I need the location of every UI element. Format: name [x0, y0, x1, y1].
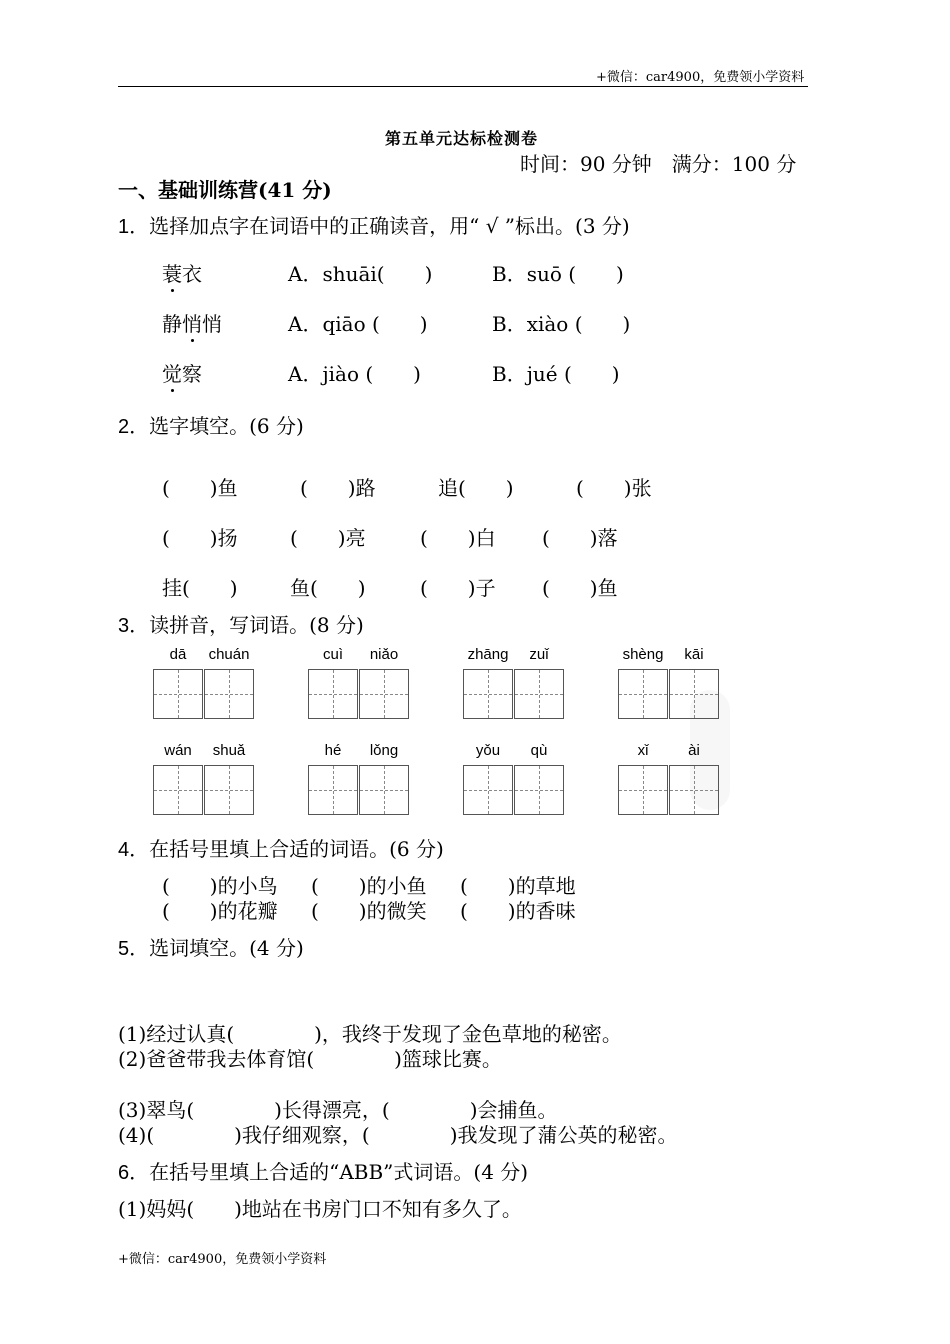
writing-grid-cell[interactable] — [308, 669, 358, 719]
writing-grid-cell[interactable] — [669, 669, 719, 719]
writing-grid-cell[interactable] — [463, 669, 513, 719]
section-heading-1: 一、基础训练营(41 分) — [118, 178, 332, 202]
q1-option-a-1[interactable]: A．shuāi( ) — [288, 262, 433, 286]
question-number: 2． — [118, 416, 150, 438]
q1-option-a-3[interactable]: A．jiào ( ) — [288, 362, 421, 386]
q2-blank[interactable]: 追( ) — [438, 476, 514, 500]
q2-blank[interactable]: ( )亮 — [290, 526, 366, 550]
question-number: 3． — [118, 615, 150, 637]
char: 悄 — [202, 312, 222, 336]
q2-blank[interactable]: ( )白 — [420, 526, 496, 550]
writing-grid-cell[interactable] — [463, 765, 513, 815]
question-5 — [118, 932, 304, 961]
char: 衣 — [182, 262, 202, 286]
writing-grid-cell[interactable] — [308, 765, 358, 815]
pinyin-label: wán — [164, 742, 192, 759]
writing-grid-cell[interactable] — [669, 765, 719, 815]
q6-item[interactable]: (1)妈妈( )地站在书房门口不知有多久了。 — [118, 1197, 522, 1221]
writing-grid-cell[interactable] — [514, 669, 564, 719]
pinyin-label: niǎo — [369, 646, 399, 663]
question-text: 在括号里填上合适的词语。(6 分) — [149, 837, 444, 861]
writing-grid-cell[interactable] — [359, 765, 409, 815]
question-1 — [118, 210, 630, 239]
pinyin-label: ài — [688, 742, 700, 759]
question-text: 读拼音，写词语。(8 分) — [149, 613, 364, 637]
writing-grid-cell[interactable] — [359, 669, 409, 719]
question-text: 在括号里填上合适的“ABB”式词语。(4 分) — [149, 1160, 529, 1184]
question-text: 选择加点字在词语中的正确读音，用“ √ ”标出。(3 分) — [149, 214, 630, 238]
footer-watermark: +微信：car4900，免费领小学资料 — [118, 1252, 327, 1267]
pinyin-label: dā — [169, 646, 187, 663]
question-number: 4． — [118, 839, 150, 861]
pinyin-label: chuán — [208, 646, 250, 663]
pinyin-label: shèng — [622, 646, 664, 663]
q2-blank[interactable]: ( )落 — [542, 526, 618, 550]
q2-blank[interactable]: ( )张 — [576, 476, 652, 500]
dotted-char: 蓑 — [162, 262, 182, 286]
q1-option-a-2[interactable]: A．qiāo ( ) — [288, 312, 428, 336]
q1-word-2 — [162, 308, 222, 337]
writing-grid-cell[interactable] — [153, 669, 203, 719]
char: 静 — [162, 312, 182, 336]
pinyin-label: yǒu — [475, 742, 501, 759]
q4-blank[interactable]: ( )的微笑 — [311, 899, 427, 923]
q4-blank[interactable]: ( )的草地 — [460, 874, 576, 898]
q2-blank[interactable]: ( )路 — [300, 476, 376, 500]
q5-item[interactable]: (3)翠鸟( )长得漂亮，( )会捕鱼。 — [118, 1098, 558, 1122]
question-2 — [118, 410, 304, 439]
pinyin-label: xǐ — [637, 742, 649, 759]
q2-blank[interactable]: ( )子 — [420, 576, 496, 600]
page-title: 第五单元达标检测卷 — [385, 129, 539, 148]
q5-item[interactable]: (1)经过认真( )，我终于发现了金色草地的秘密。 — [118, 1022, 622, 1046]
q2-blank[interactable]: 挂( ) — [162, 576, 238, 600]
question-3 — [118, 609, 364, 638]
time-score-line: 时间：90 分钟 满分：100 分 — [520, 152, 797, 176]
q4-blank[interactable]: ( )的小鱼 — [311, 874, 427, 898]
q1-option-b-1[interactable]: B．suō ( ) — [492, 262, 624, 286]
pinyin-label: qù — [530, 742, 548, 759]
q4-blank[interactable]: ( )的花瓣 — [162, 899, 278, 923]
question-text: 选字填空。(6 分) — [149, 414, 304, 438]
q1-option-b-2[interactable]: B．xiào ( ) — [492, 312, 631, 336]
dotted-char: 悄 — [182, 312, 202, 336]
writing-grid-cell[interactable] — [153, 765, 203, 815]
writing-grid-cell[interactable] — [204, 765, 254, 815]
question-number: 6． — [118, 1162, 150, 1184]
pinyin-label: kāi — [684, 646, 704, 663]
pinyin-label: lǒng — [369, 742, 399, 759]
pinyin-label: zhāng — [467, 646, 509, 663]
q1-word-1 — [162, 258, 202, 287]
writing-grid-cell[interactable] — [618, 765, 668, 815]
question-text: 选词填空。(4 分) — [149, 936, 304, 960]
q4-blank[interactable]: ( )的香味 — [460, 899, 576, 923]
header-rule — [118, 86, 808, 87]
question-number: 5． — [118, 938, 150, 960]
pinyin-label: zuǐ — [529, 646, 549, 663]
dotted-char: 觉 — [162, 362, 182, 386]
pinyin-label: shuǎ — [212, 742, 246, 759]
writing-grid-cell[interactable] — [204, 669, 254, 719]
q4-blank[interactable]: ( )的小鸟 — [162, 874, 278, 898]
q2-blank[interactable]: ( )鱼 — [162, 476, 238, 500]
writing-grid-cell[interactable] — [514, 765, 564, 815]
question-4 — [118, 833, 444, 862]
char: 察 — [182, 362, 202, 386]
question-6 — [118, 1156, 528, 1185]
q1-option-b-3[interactable]: B．jué ( ) — [492, 362, 620, 386]
q5-item[interactable]: (2)爸爸带我去体育馆( )篮球比赛。 — [118, 1047, 502, 1071]
q5-item[interactable]: (4)( )我仔细观察，( )我发现了蒲公英的秘密。 — [118, 1123, 678, 1147]
question-number: 1． — [118, 216, 150, 238]
q2-blank[interactable]: 鱼( ) — [290, 576, 366, 600]
writing-grid-cell[interactable] — [618, 669, 668, 719]
header-watermark: +微信：car4900，免费领小学资料 — [596, 70, 805, 85]
pinyin-label: cuì — [322, 646, 343, 663]
pinyin-label: hé — [324, 742, 342, 759]
q2-blank[interactable]: ( )鱼 — [542, 576, 618, 600]
q2-blank[interactable]: ( )扬 — [162, 526, 238, 550]
q1-word-3 — [162, 358, 202, 387]
